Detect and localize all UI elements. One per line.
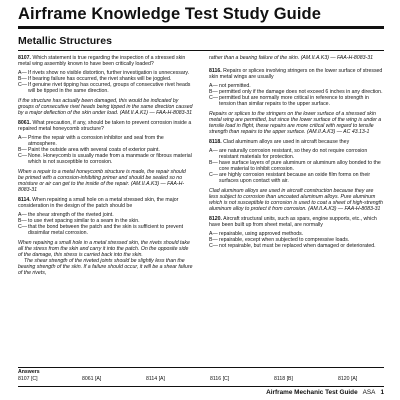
question-number: 8107. — [18, 55, 31, 61]
page-title: Airframe Knowledge Test Study Guide — [18, 5, 321, 23]
explanation-8116: Repairs or splices to the stringers on the lower surface of a stressed skin metal wing are permitted, but since the lower surface of the wing is under a tensile load in flight, these repairs are more critical with regard to tensile strength than repairs to the upper surface. (AM.II.A.K3) — AC 43.13-1 — [209, 111, 382, 136]
section-title: Metallic Structures — [18, 35, 112, 47]
answers-row — [18, 376, 384, 383]
option-b: B— Paint the outside area with several coats of exterior paint. — [18, 147, 160, 154]
option-a: A— repairable, using approved methods. — [209, 231, 304, 238]
answer-8116: 8116 [C] — [210, 376, 230, 382]
question-8114 — [18, 197, 193, 209]
options-8107 — [18, 70, 193, 94]
explanation-8114-part1: When repairing a small hole in a metal stressed skin, the rivets should take all the stress from the skin and carry it into the patch. On the opposite side of the damage, this stress is carried back into the skin. — [18, 239, 190, 258]
footer-publisher: ASA — [362, 389, 376, 396]
option-b: B— repairable, except when subjected to compressive loads. — [209, 237, 350, 244]
question-stem: What precaution, if any, should be taken to prevent corrosion inside a repaired metal honeycomb structure? — [18, 119, 192, 132]
option-b: B— If bearing failure has occurred, the rivet shanks will be joggled. — [18, 76, 172, 83]
options-8061 — [18, 135, 193, 165]
answer-8120: 8120 [A] — [338, 376, 358, 382]
answer-8114: 8114 [A] — [146, 376, 165, 382]
answers-label: Answers — [18, 369, 40, 375]
question-8107 — [18, 55, 193, 67]
option-a: A— If rivets show no visible distortion, further investigation is unnecessary. — [18, 70, 190, 77]
options-8114 — [18, 212, 193, 236]
option-a: A— the shear strength of the riveted joint. — [18, 211, 114, 218]
section-rule — [18, 50, 384, 51]
footer-rule — [18, 386, 384, 387]
question-number: 8061. — [18, 119, 31, 126]
answers-rule — [18, 367, 384, 368]
options-8120 — [209, 231, 384, 249]
question-8118 — [209, 139, 384, 145]
question-8061 — [18, 120, 193, 132]
question-number: 8114. — [18, 196, 31, 203]
answer-8107: 8107 [C] — [18, 376, 38, 382]
option-b: B— to use rivet spacing similar to a seam in the skin. — [18, 218, 140, 225]
option-c: C— permitted but are normally more critical in reference to strength in tension than similar repairs to the upper surface. — [209, 95, 369, 108]
option-c: C— are highly corrosion resistant because an oxide film forms on their surfaces upon contact with air. — [209, 172, 371, 185]
option-c: C— None. Honeycomb is usually made from a manmade or fibrous material which is not susceptible to corrosion. — [18, 153, 192, 166]
answer-8118: 8118 [B] — [274, 376, 293, 382]
title-rule — [18, 26, 384, 29]
question-stem: When repairing a small hole on a metal stressed skin, the major consideration in the design of the patch should be — [18, 196, 179, 209]
question-8120 — [209, 216, 384, 228]
option-a: A— Prime the repair with a corrosion inhibitor and seal from the atmosphere. — [18, 135, 164, 148]
explanation-8061: When a repair to a metal honeycomb structure is made, the repair should be primed with a corrosion-inhibiting primer and should be sealed so no moisture or air can get to the inside of the repair. (AM.II.A.K3) — FAA-H-8083-31 — [18, 168, 186, 194]
option-b: B— have surface layers of pure aluminum or aluminum alloy bonded to the core material to inhibit corrosion. — [209, 160, 381, 173]
explanation-8114-continued: rather than a bearing failure of the skin. (AM.II.A.K3) — FAA-H-8083-31 — [209, 55, 373, 61]
explanation-8114-part2: The shear strength of the riveted joints should be slightly less than the bearing strength of the skin. If a failure should occur, it will be a shear failure of the rivets, — [18, 257, 193, 276]
option-b: B— permitted only if the damage does not exceed 6 inches in any direction. — [209, 89, 383, 96]
left-column — [18, 55, 193, 280]
explanation-8118: Clad aluminum alloys are used in aircraft construction because they are less subject to corrosion than uncoated aluminum alloys. Pure aluminum which is not susceptible to corrosion is used to coat a sheet of high-strength aluminum alloy to protect it from corrosion. (AM.II.A.K3) — FAA-H-8083-31 — [209, 188, 383, 213]
question-stem: Repairs or splices involving stringers on the lower surface of stressed skin metal wings are usually — [209, 68, 383, 81]
option-c: C— not repairable, but must be replaced when damaged or deteriorated. — [209, 243, 376, 250]
question-stem: Aircraft structural units, such as spars, engine supports, etc., which have been built up from sheet metal, are normally — [209, 215, 377, 228]
option-a: A— not permitted. — [209, 83, 251, 90]
question-number: 8120. — [209, 215, 222, 222]
question-number: 8116. — [209, 68, 222, 75]
question-8116 — [209, 68, 384, 80]
question-number: 8118. — [209, 138, 222, 145]
options-8116 — [209, 83, 384, 107]
options-8118 — [209, 148, 384, 184]
page-number: 1 — [380, 389, 384, 396]
footer-title: Airframe Mechanic Test Guide — [266, 389, 358, 396]
option-c: C— If genuine rivet tipping has occurred, groups of consecutive rivet heads will be tipped in the same direction. — [18, 82, 191, 95]
option-a: A— are naturally corrosion resistant, so they do not require corrosion resistant materials for protection. — [209, 148, 368, 161]
explanation-8107: If the structure has actually been damaged, this would be indicated by groups of consecutive rivet heads being tipped in the same direction caused by a major deflection of the skin under load. (AM.II.A.K1) — FAA-H-8083-31 — [18, 98, 193, 117]
page-footer — [266, 389, 384, 396]
question-stem: Clad aluminum alloys are used in aircraft because they — [223, 138, 350, 145]
option-c: C— that the bond between the patch and the skin is sufficient to prevent dissimilar metal corrosion. — [18, 224, 184, 237]
answer-8061: 8061 [A] — [82, 376, 102, 382]
right-column — [209, 55, 384, 253]
question-stem: Which statement is true regarding the inspection of a stressed skin metal wing assembly known to have been critically loaded? — [18, 55, 186, 68]
